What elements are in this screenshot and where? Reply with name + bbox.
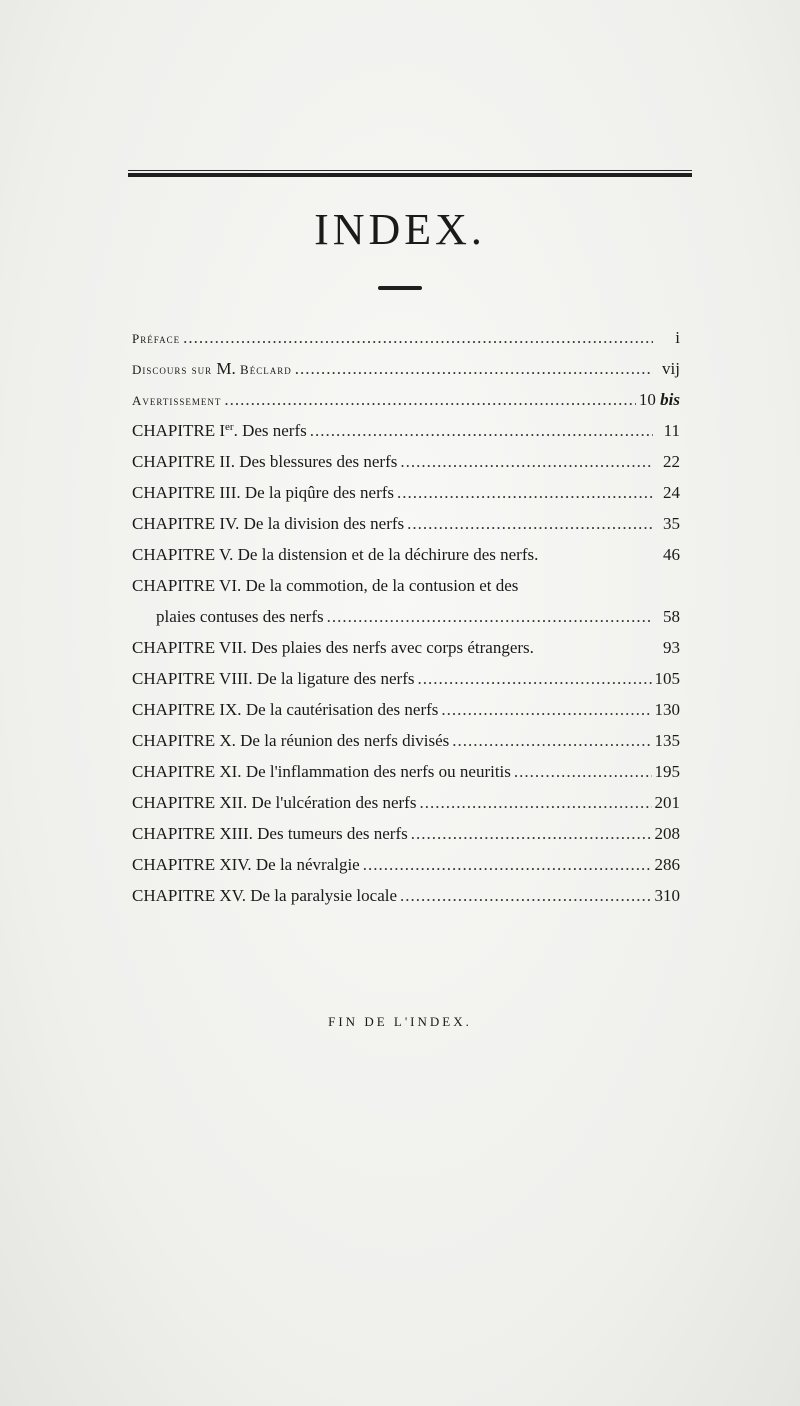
chapter-number: CHAPITRE XIII. — [132, 824, 253, 843]
chapter-number: CHAPITRE X. — [132, 731, 236, 750]
entry-label — [132, 514, 404, 534]
toc-entry-chapter — [132, 483, 680, 514]
entry-label — [132, 669, 415, 689]
entry-label — [132, 793, 416, 813]
entry-label — [132, 855, 360, 875]
entry-label — [132, 638, 534, 658]
leader-dots — [400, 886, 651, 906]
entry-page: 208 — [654, 824, 680, 843]
chapter-title: De la distension et de la déchirure des nerfs. — [237, 545, 539, 564]
toc-entry-chapter — [132, 669, 680, 700]
entry-label-part: M. — [216, 359, 236, 378]
toc-entry-discours — [132, 359, 680, 390]
entry-label — [132, 483, 394, 503]
entry-page: 310 — [654, 886, 680, 905]
entry-page: vij — [662, 359, 680, 378]
toc-entry-chapter — [132, 700, 680, 731]
leader-dots — [397, 483, 653, 503]
toc-entry-chapter — [132, 452, 680, 483]
chapter-number: CHAPITRE XIV. — [132, 855, 252, 874]
toc-entry-chapter — [132, 824, 680, 855]
toc-entry-chapter — [132, 545, 680, 576]
chapter-title: De l'inflammation des nerfs ou neuritis — [245, 762, 511, 781]
chapter-title: Des tumeurs des nerfs — [257, 824, 408, 843]
chapter-number: CHAPITRE V. — [132, 545, 234, 564]
leader-dots — [295, 359, 653, 379]
entry-page: 93 — [663, 638, 680, 657]
title-ornament-rule — [378, 286, 422, 290]
entry-label — [132, 824, 408, 844]
chapter-number: CHAPITRE VI. — [132, 576, 242, 595]
chapter-title: De l'ulcération des nerfs — [251, 793, 417, 812]
leader-dots — [411, 824, 652, 844]
toc-entry-chapter — [132, 638, 680, 669]
top-double-rule — [128, 170, 692, 178]
entry-label — [132, 762, 511, 782]
entry-page: 195 — [654, 762, 680, 781]
toc-entry-chapter-line2 — [132, 607, 680, 638]
chapter-title: De la ligature des nerfs — [256, 669, 415, 688]
entry-label — [132, 359, 292, 379]
leader-dots — [400, 452, 653, 472]
entry-label: Avertissement — [132, 393, 222, 408]
leader-dots — [310, 421, 653, 441]
chapter-superscript: er — [225, 421, 234, 433]
toc-entry-chapter — [132, 421, 680, 452]
leader-dots — [418, 669, 652, 689]
chapter-title: De la névralgie — [255, 855, 360, 874]
chapter-title: Des plaies des nerfs avec corps étrangers. — [251, 638, 534, 657]
entry-label-part: Béclard — [240, 362, 292, 377]
chapter-number: CHAPITRE XI. — [132, 762, 242, 781]
entry-label: plaies contuses des nerfs — [156, 607, 324, 626]
leader-dots — [224, 390, 636, 410]
entry-page: 24 — [663, 483, 680, 502]
leader-dots — [363, 855, 652, 875]
toc-entry-preface — [132, 328, 680, 359]
entry-page: 22 — [663, 452, 680, 471]
chapter-title: De la réunion des nerfs divisés — [240, 731, 450, 750]
toc-entry-chapter-line1 — [132, 576, 680, 607]
leader-dots — [441, 700, 651, 720]
entry-page: 58 — [663, 607, 680, 626]
chapter-number: CHAPITRE I — [132, 421, 226, 440]
chapter-number: CHAPITRE III. — [132, 483, 241, 502]
entry-page: 11 — [663, 421, 680, 440]
entry-label — [132, 452, 397, 472]
entry-page: i — [675, 328, 680, 347]
chapter-number: CHAPITRE XV. — [132, 886, 246, 905]
chapter-title: De la cautérisation des nerfs — [245, 700, 439, 719]
chapter-number: CHAPITRE VIII. — [132, 669, 253, 688]
entry-label — [132, 731, 449, 751]
rule-thin-line — [128, 170, 692, 171]
entry-page — [639, 390, 680, 410]
entry-label — [132, 545, 538, 565]
entry-page-number: 10 — [638, 390, 656, 409]
toc-entry-chapter — [132, 793, 680, 824]
end-of-index-footer: FIN DE L'INDEX. — [328, 1014, 472, 1029]
chapter-title: De la paralysie locale — [250, 886, 398, 905]
leader-dots — [183, 328, 653, 348]
entry-label — [132, 700, 438, 720]
entry-label — [132, 886, 397, 906]
page-title: INDEX. — [314, 205, 486, 254]
leader-dots — [452, 731, 651, 751]
toc-entry-chapter — [132, 886, 680, 917]
toc-entry-chapter — [132, 514, 680, 545]
chapter-number: CHAPITRE IV. — [132, 514, 240, 533]
entry-page: 201 — [654, 793, 680, 812]
entry-label — [132, 421, 307, 441]
entry-page: 105 — [654, 669, 680, 688]
chapter-title: De la piqûre des nerfs — [244, 483, 395, 502]
chapter-number: CHAPITRE XII. — [132, 793, 248, 812]
chapter-number: CHAPITRE VII. — [132, 638, 247, 657]
chapter-title: . Des nerfs — [233, 421, 307, 440]
table-of-contents — [132, 328, 680, 917]
entry-label-part: Discours sur — [132, 362, 213, 377]
chapter-title: Des blessures des nerfs — [239, 452, 398, 471]
leader-dots — [419, 793, 651, 813]
entry-label: Préface — [132, 331, 181, 346]
chapter-title: De la commotion, de la contusion et des — [245, 576, 519, 595]
entry-page: 135 — [654, 731, 680, 750]
chapter-number: CHAPITRE II. — [132, 452, 235, 471]
entry-page: 46 — [663, 545, 680, 564]
leader-dots — [514, 762, 652, 782]
rule-thick-line — [128, 173, 692, 177]
toc-entry-chapter — [132, 855, 680, 886]
entry-page-suffix: bis — [660, 390, 680, 409]
entry-page: 35 — [663, 514, 680, 533]
entry-page: 130 — [654, 700, 680, 719]
toc-entry-chapter — [132, 731, 680, 762]
entry-page: 286 — [654, 855, 680, 874]
leader-dots — [327, 607, 653, 627]
chapter-title: De la division des nerfs — [243, 514, 405, 533]
toc-entry-avertissement — [132, 390, 680, 421]
leader-dots — [407, 514, 653, 534]
toc-entry-chapter — [132, 762, 680, 793]
chapter-number: CHAPITRE IX. — [132, 700, 242, 719]
